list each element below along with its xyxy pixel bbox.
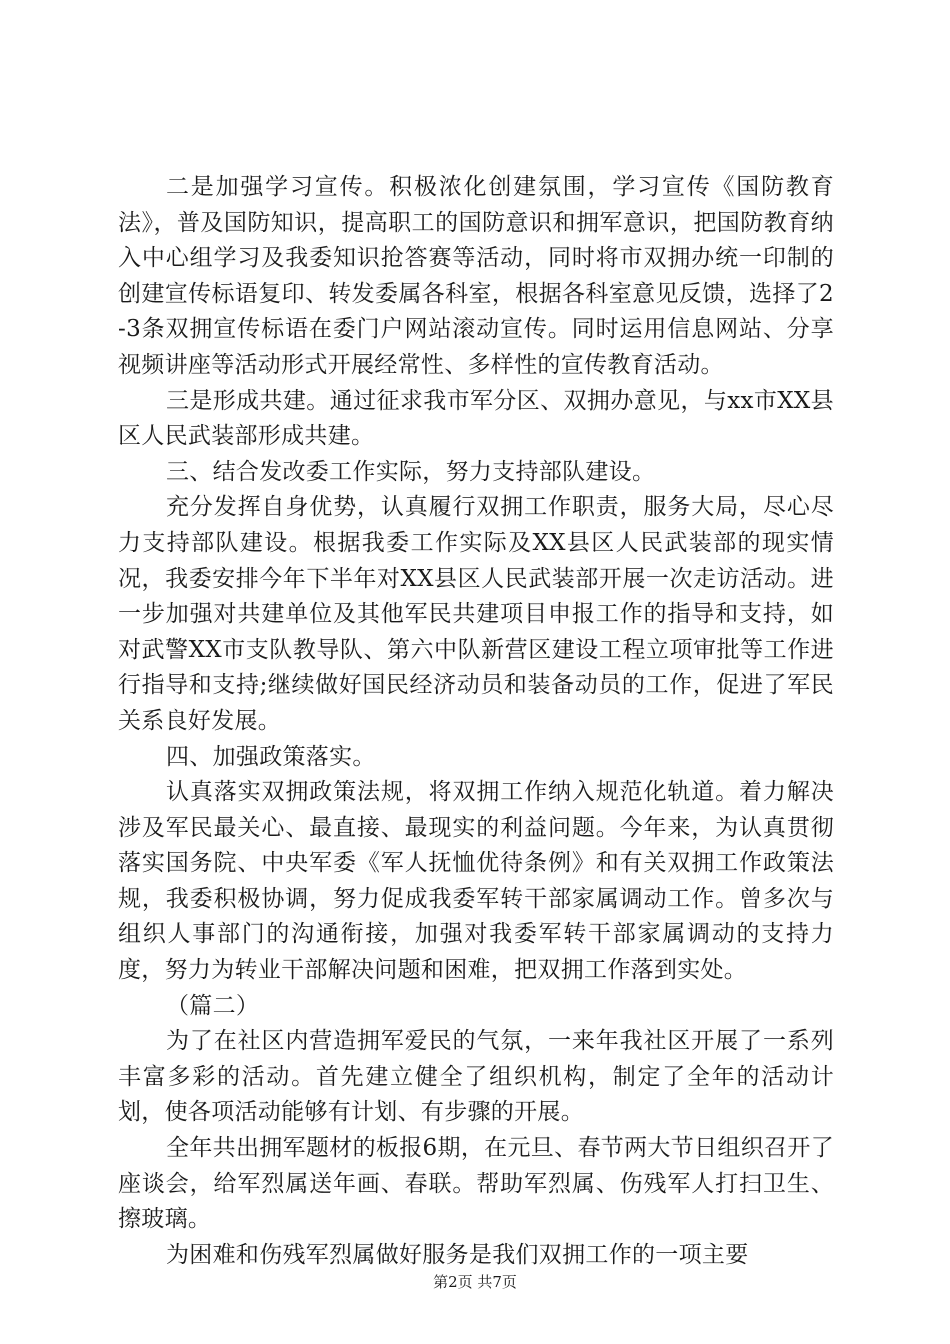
paragraph-community-activities: 为了在社区内营造拥军爱民的气氛，一来年我社区开展了一系列丰富多彩的活动。首先建立健全了组织机构，制定了全年的活动计划，使各项活动能够有计划、有步骤的开展。 xyxy=(118,1028,834,1126)
chapter-heading-part-two: （篇二） xyxy=(166,992,260,1019)
paragraph-services: 为困难和伤残军烈属做好服务是我们双拥工作的一项主要 xyxy=(166,1241,749,1268)
paragraph-propaganda: 二是加强学习宣传。积极浓化创建氛围，学习宣传《国防教育法》，普及国防知识，提高职工的国防意识和拥军意识，把国防教育纳入中心组学习及我委知识抢答赛等活动，同时将市双拥办统一印制的创建宣传标语复印、转发委属各科室，根据各科室意见反馈，选择了2-3条双拥宣传标语在委门户网站滚动宣传。同时运用信息网站、分享视频讲座等活动形式开展经常性、多样性的宣传教育活动。 xyxy=(118,174,834,378)
page-indicator: 第2页 共7页 xyxy=(433,1273,517,1291)
paragraph-blackboard: 全年共出拥军题材的板报6期，在元旦、春节两大节日组织召开了座谈会，给军烈属送年画、春联。帮助军烈属、伤残军人打扫卫生、擦玻璃。 xyxy=(118,1135,834,1233)
section-heading-three: 三、结合发改委工作实际，努力支持部队建设。 xyxy=(166,458,656,485)
paragraph-support-troops: 充分发挥自身优势，认真履行双拥工作职责，服务大局，尽心尽力支持部队建设。根据我委工作实际及XX县区人民武装部的现实情况，我委安排今年下半年对XX县区人民武装部开展一次走访活动。进一步加强对共建单位及其他军民共建项目申报工作的指导和支持，如对武警XX市支队教导队、第六中队新营区建设工程立项审批等工作进行指导和支持;继续做好国民经济动员和装备动员的工作，促进了军民关系良好发展。 xyxy=(118,494,834,734)
document-body xyxy=(118,170,834,1273)
paragraph-joint-construction: 三是形成共建。通过征求我市军分区、双拥办意见，与xx市XX县区人民武装部形成共建。 xyxy=(118,387,834,450)
paragraph-policy: 认真落实双拥政策法规，将双拥工作纳入规范化轨道。着力解决涉及军民最关心、最直接、最现实的利益问题。今年来，为认真贯彻落实国务院、中央军委《军人抚恤优待条例》和有关双拥工作政策法规，我委积极协调，努力促成我委军转干部家属调动工作。曾多次与组织人事部门的沟通衔接，加强对我委军转干部家属调动的支持力度，努力为转业干部解决问题和困难，把双拥工作落到实处。 xyxy=(118,779,834,984)
section-heading-four: 四、加强政策落实。 xyxy=(166,743,376,770)
